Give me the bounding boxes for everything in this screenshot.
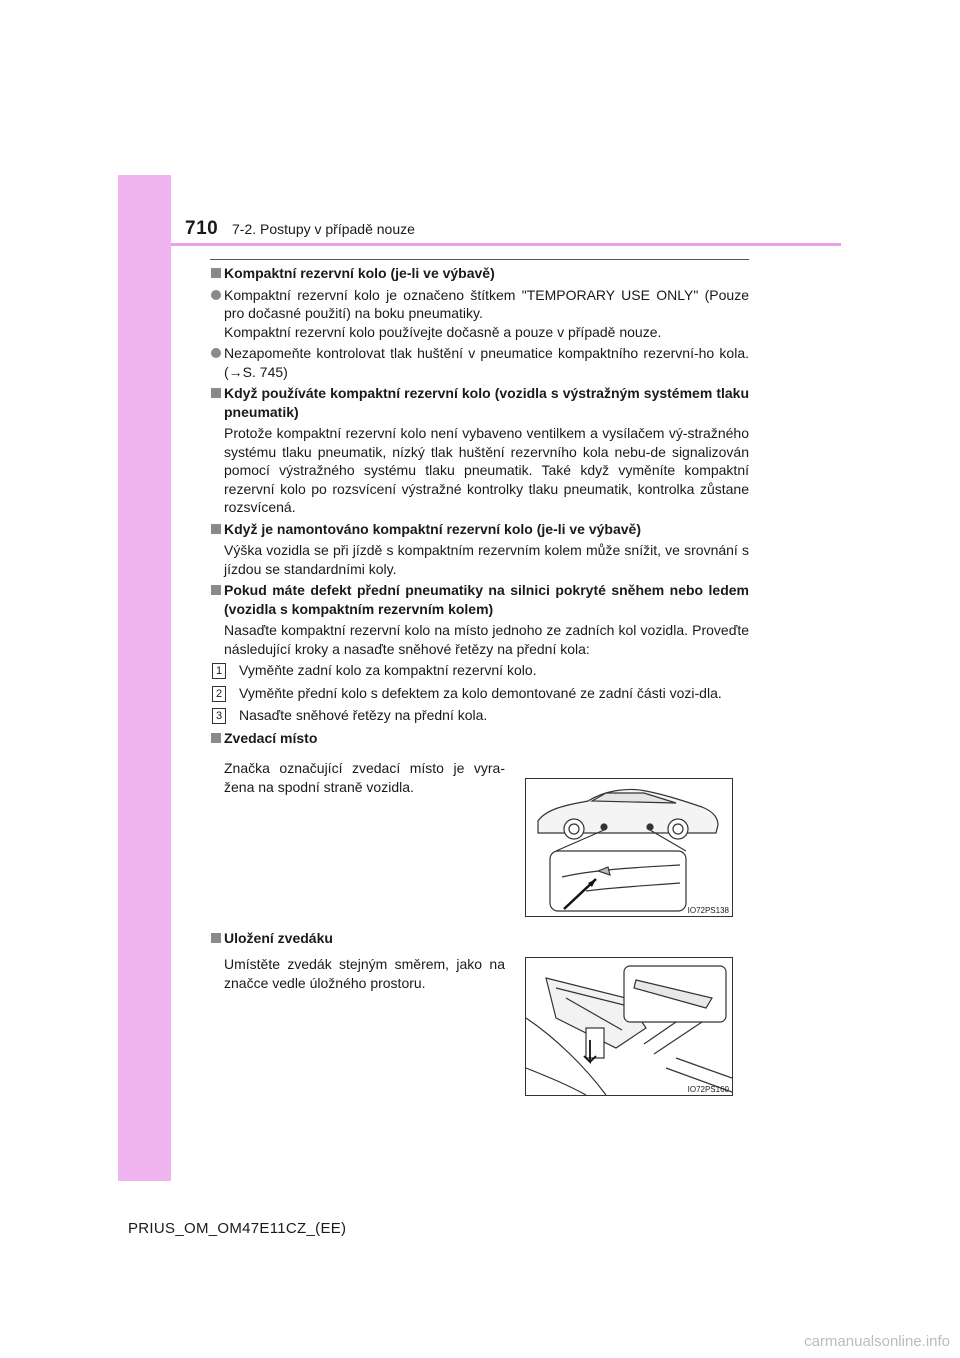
round-bullet-icon bbox=[211, 348, 221, 358]
figure-code: IO72PS160 bbox=[687, 1085, 729, 1094]
document-code: PRIUS_OM_OM47E11CZ_(EE) bbox=[128, 1220, 347, 1237]
car-jacking-point-illustration bbox=[526, 779, 732, 916]
square-bullet-icon bbox=[211, 585, 221, 595]
page-number: 710 bbox=[185, 218, 219, 239]
watermark: carmanualsonline.info bbox=[804, 1333, 950, 1350]
section-heading: Když používáte kompaktní rezervní kolo (vozidla s výstražným systémem tlaku pneumatik) bbox=[210, 384, 749, 421]
header-divider bbox=[171, 243, 841, 246]
content-top-rule bbox=[210, 259, 749, 260]
section-heading: Kompaktní rezervní kolo (je-li ve výbavě) bbox=[210, 264, 749, 283]
section-title: 7-2. Postupy v případě nouze bbox=[232, 221, 415, 237]
jacking-point-figure bbox=[525, 778, 733, 917]
round-bullet-icon bbox=[211, 290, 221, 300]
square-bullet-icon bbox=[211, 933, 221, 943]
chapter-sidebar-tab bbox=[118, 175, 171, 1181]
body-paragraph: Výška vozidla se při jízdě s kompaktním rezervním kolem může snížit, ve srovnání s jízdou se standardními koly. bbox=[224, 542, 749, 577]
step-number: 2 bbox=[212, 686, 226, 702]
body-paragraph: Protože kompaktní rezervní kolo není vybaveno ventilkem a vysílačem vý-stražného systému tlaku pneumatik, nízký tlak huštění rezervního kola nebu-de signalizován pomocí výstražného systému tlaku pneumatik. Také když vyměníte kompaktní rezervní kolo po rozsvícení výstražné kontrolky tlaku pneumatik, kontrolka zůstane rozsvícená. bbox=[224, 425, 749, 515]
jack-storage-illustration bbox=[526, 958, 732, 1095]
body-paragraph: Nasaďte kompaktní rezervní kolo na místo jednoho ze zadních kol vozidla. Proveďte následující kroky a nasaďte sněhové řetězy na přední kola: bbox=[224, 622, 749, 657]
step-item: 3 Nasaďte sněhové řetězy na přední kola. bbox=[210, 706, 749, 725]
section-heading: Zvedací místo bbox=[210, 729, 749, 748]
square-bullet-icon bbox=[211, 268, 221, 278]
bullet-item: Nezapomeňte kontrolovat tlak huštění v pneumatice kompaktního rezervní-ho kola. (→S. 745) bbox=[210, 344, 749, 381]
step-item: 2 Vyměňte přední kolo s defektem za kolo demontované ze zadní části vozi-dla. bbox=[210, 684, 749, 703]
figure-caption-text: Umístěte zvedák stejným směrem, jako na značce vedle úložného prostoru. bbox=[224, 956, 505, 991]
square-bullet-icon bbox=[211, 524, 221, 534]
section-heading: Uložení zvedáku bbox=[210, 929, 749, 948]
square-bullet-icon bbox=[211, 388, 221, 398]
square-bullet-icon bbox=[211, 733, 221, 743]
step-item: 1 Vyměňte zadní kolo za kompaktní rezervní kolo. bbox=[210, 661, 749, 680]
figure-code: IO72PS138 bbox=[687, 906, 729, 915]
section-heading: Když je namontováno kompaktní rezervní kolo (je-li ve výbavě) bbox=[210, 520, 749, 539]
page-content bbox=[210, 264, 749, 796]
section-heading: Pokud máte defekt přední pneumatiky na silnici pokryté sněhem nebo ledem (vozidla s kompaktním rezervním kolem) bbox=[210, 581, 749, 618]
jack-storage-figure bbox=[525, 957, 733, 1096]
step-number: 3 bbox=[212, 708, 226, 724]
step-number: 1 bbox=[212, 663, 226, 679]
bullet-item: Kompaktní rezervní kolo je označeno štítkem "TEMPORARY USE ONLY" (Pouze pro dočasné použití) na boku pneumatiky. Kompaktní rezervní kolo používejte dočasně a pouze v případě nouze. bbox=[210, 286, 749, 342]
figure-caption-text: Značka označující zvedací místo je vyra-žena na spodní straně vozidla. bbox=[224, 760, 505, 795]
